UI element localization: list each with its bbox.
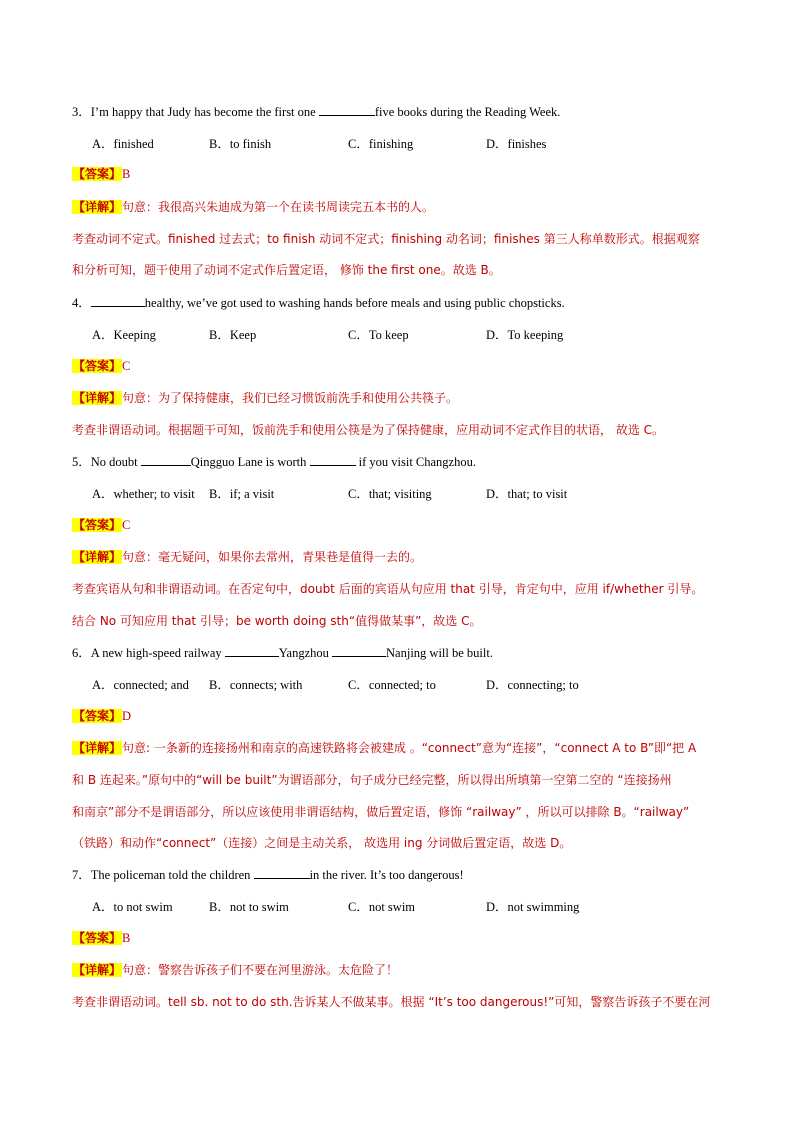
option-d: D．that; to visit xyxy=(486,487,568,501)
option-c: C．connected; to xyxy=(348,678,436,692)
answer-blank xyxy=(332,645,386,657)
option-a: A．to not swim xyxy=(92,900,173,914)
detail-line: 和分析可知，题干使用了动词不定式作后置定语， 修饰 the first one。故选 B。 xyxy=(72,263,501,277)
detail-text: 句意：毫无疑问，如果你去常州，青果巷是值得一去的。 xyxy=(122,550,423,564)
question-6-detail xyxy=(72,740,732,756)
answer-blank xyxy=(310,454,356,466)
question-5-stem xyxy=(72,454,732,470)
option-b: B．Keep xyxy=(209,328,257,342)
option-a: A．whether; to visit xyxy=(92,487,195,501)
option-c: C．finishing xyxy=(348,137,414,151)
option-a: A．finished xyxy=(92,137,154,151)
question-4-detail xyxy=(72,390,732,406)
detail-line: 考查非谓语动词。根据题干可知，饭前洗手和使用公筷是为了保持健康，应用动词不定式作目的状语， 故选 C。 xyxy=(72,423,665,437)
answer-letter: D xyxy=(122,709,132,723)
option-d: D．finishes xyxy=(486,137,547,151)
answer-letter: B xyxy=(122,167,131,181)
answer-blank xyxy=(91,295,145,307)
question-6-stem xyxy=(72,645,732,661)
option-c: C．To keep xyxy=(348,328,409,342)
answer-tag: 【答案】 xyxy=(73,709,122,723)
question-6-answer xyxy=(72,708,732,724)
answer-tag: 【答案】 xyxy=(73,518,122,532)
stem-text: A new high-speed railway xyxy=(90,646,225,660)
detail-line: 考查动词不定式。finished 过去式；to finish 动词不定式；finishing 动名词；finishes 第三人称单数形式。根据观察 xyxy=(72,232,700,246)
stem-text: No doubt xyxy=(90,455,141,469)
detail-line: 和 B 连起来。”原句中的“will be built”为谓语部分，句子成分已经完整，所以得出所填第一空第二空的 “连接扬州 xyxy=(72,773,672,787)
question-3-detail xyxy=(72,199,732,215)
question-3-answer xyxy=(72,166,732,182)
detail-line: （铁路）和动作“connect”（连接）之间是主动关系， 故选用 ing 分词做后置定语，故选 D。 xyxy=(72,836,572,850)
stem-text: if you visit Changzhou. xyxy=(358,455,476,469)
detail-line: 考查宾语从句和非谓语动词。在否定句中，doubt 后面的宾语从句应用 that 引导，肯定句中，应用 if/whether 引导。 xyxy=(72,582,704,596)
detail-line: 考查非谓语动词。tell sb. not to do sth.告诉某人不做某事。根据 “It’s too dangerous!”可知，警察告诉孩子不要在河 xyxy=(72,995,711,1009)
question-7-answer xyxy=(72,930,732,946)
detail-line: 和南京”部分不是谓语部分，所以应该使用非谓语结构，做后置定语，修饰 “railway” ，所以可以排除 B。“railway” xyxy=(72,805,690,819)
stem-text: Nanjing will be built. xyxy=(386,646,493,660)
question-7-detail xyxy=(72,962,732,978)
question-number: 3． xyxy=(72,105,91,119)
option-d: D．not swimming xyxy=(486,900,580,914)
question-number: 7． xyxy=(72,868,91,882)
stem-text: Qingguo Lane is worth xyxy=(190,455,310,469)
question-number: 4． xyxy=(72,296,91,310)
stem-text: Yangzhou xyxy=(278,646,333,660)
stem-text: healthy, we’ve got used to washing hands before meals and using public chopsticks. xyxy=(144,296,565,310)
question-number: 6． xyxy=(72,646,91,660)
detail-tag: 【详解】 xyxy=(73,550,122,564)
stem-text: five books during the Reading Week. xyxy=(374,105,561,119)
answer-blank xyxy=(141,454,191,466)
detail-text: 句意: 一条新的连接扬州和南京的高速铁路将会被建成 。“connect”意为“连接”，“connect A to B”即“把 A xyxy=(122,741,697,755)
stem-text: The policeman told the children xyxy=(90,868,254,882)
answer-tag: 【答案】 xyxy=(73,359,122,373)
detail-line: 结合 No 可知应用 that 引导；be worth doing sth“值得做某事”，故选 C。 xyxy=(72,614,482,628)
option-c: C．not swim xyxy=(348,900,416,914)
option-c: C．that; visiting xyxy=(348,487,432,501)
question-4-answer xyxy=(72,358,732,374)
answer-tag: 【答案】 xyxy=(73,167,122,181)
option-d: D．To keeping xyxy=(486,328,564,342)
answer-blank xyxy=(254,867,310,879)
detail-tag: 【详解】 xyxy=(73,391,122,405)
detail-text: 句意：我很高兴朱迪成为第一个在读书周读完五本书的人。 xyxy=(122,200,435,214)
detail-text: 句意：警察告诉孩子们不要在河里游泳。太危险了！ xyxy=(122,963,399,977)
question-4-stem xyxy=(72,295,732,311)
detail-text: 句意：为了保持健康，我们已经习惯饭前洗手和使用公共筷子。 xyxy=(122,391,459,405)
question-number: 5． xyxy=(72,455,91,469)
option-b: B．not to swim xyxy=(209,900,289,914)
question-7-stem xyxy=(72,867,732,883)
question-5-answer xyxy=(72,517,732,533)
answer-letter: C xyxy=(122,518,131,532)
detail-tag: 【详解】 xyxy=(73,963,122,977)
option-b: B．to finish xyxy=(209,137,272,151)
answer-blank xyxy=(319,104,375,116)
answer-letter: B xyxy=(122,931,131,945)
option-a: A．connected; and xyxy=(92,678,189,692)
stem-text: I’m happy that Judy has become the first one xyxy=(90,105,319,119)
answer-letter: C xyxy=(122,359,131,373)
question-3-stem xyxy=(72,104,732,120)
option-b: B．connects; with xyxy=(209,678,303,692)
detail-tag: 【详解】 xyxy=(73,200,122,214)
stem-text: in the river. It’s too dangerous! xyxy=(309,868,464,882)
answer-tag: 【答案】 xyxy=(73,931,122,945)
answer-blank xyxy=(225,645,279,657)
option-a: A．Keeping xyxy=(92,328,156,342)
option-b: B．if; a visit xyxy=(209,487,275,501)
option-d: D．connecting; to xyxy=(486,678,579,692)
detail-tag: 【详解】 xyxy=(73,741,122,755)
question-5-detail xyxy=(72,549,732,565)
